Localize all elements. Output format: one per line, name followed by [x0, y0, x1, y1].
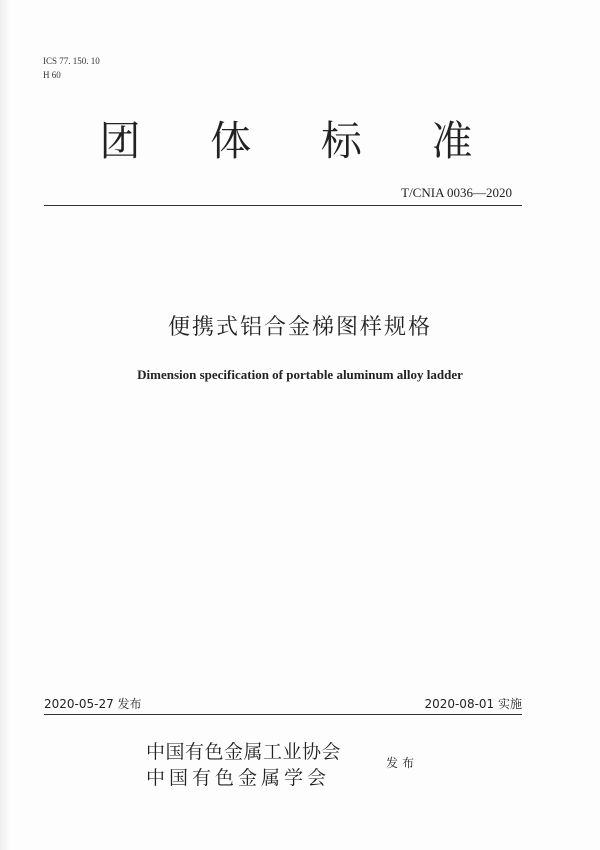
heading-char-3: 标: [320, 117, 362, 165]
implementation-date: 2020-08-01 实施: [424, 697, 522, 711]
publisher-1: 中国有色金属工业协会: [146, 741, 342, 763]
publisher-2: 中国有色金属学会: [146, 767, 331, 789]
heading-char-1: 团: [99, 117, 141, 165]
bottom-divider: [44, 714, 522, 715]
top-divider: [44, 205, 522, 206]
scan-edge-shadow: [0, 0, 10, 850]
standard-number: T/CNIA 0036—2020: [401, 185, 512, 200]
ics-code: ICS 77. 150. 10: [43, 56, 100, 66]
document-heading: [96, 116, 476, 166]
title-english: Dimension specification of portable aluminum alloy ladder: [137, 367, 463, 382]
classification-code: H 60: [43, 70, 61, 80]
heading-char-4: 准: [431, 117, 473, 165]
title-chinese: 便携式铝合金梯图样规格: [167, 315, 432, 340]
issue-date: 2020-05-27 发布: [44, 697, 142, 711]
release-label: 发布: [386, 756, 419, 770]
heading-char-2: 体: [210, 117, 252, 165]
